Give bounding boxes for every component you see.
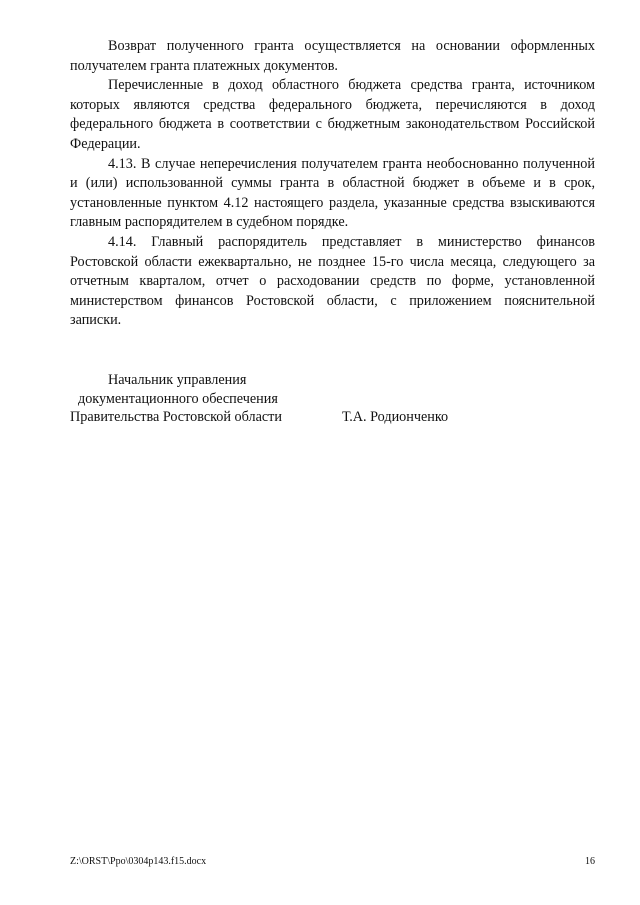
paragraph-grant-return: Возврат полученного гранта осуществляется на основании оформленных получателем гранта платежных документов. xyxy=(70,38,595,74)
paragraph-4-13: 4.13. В случае неперечисления получателем гранта необоснованно полученной и (или) использованной суммы гранта в областной бюджет в объеме и в срок, установленные пунктом 4.12 настоящего раздела, указанные средства взыскиваются главным распорядителем в судебном порядке. xyxy=(70,155,595,231)
signatory-title-line-3-row xyxy=(70,408,595,427)
signatory-title-line-3: Правительства Ростовской области xyxy=(70,409,282,426)
paragraph-federal-transfer: Перечисленные в доход областного бюджета средства гранта, источником которых являются средства федерального бюджета, перечисляются в доход федерального бюджета в соответствии с бюджетным законодательством Российской Федерации. xyxy=(70,77,595,152)
footer-page-number: 16 xyxy=(585,856,595,867)
signatory-name: Т.А. Родионченко xyxy=(342,409,449,426)
signature-block xyxy=(70,371,595,427)
document-body xyxy=(70,37,595,331)
signatory-title-line-1: Начальник управления xyxy=(108,372,247,388)
footer-file-path: Z:\ORST\Ppo\0304p143.f15.docx xyxy=(70,856,207,867)
signatory-title-line-2: документационного обеспечения xyxy=(78,390,278,407)
paragraph-4-14: 4.14. Главный распорядитель представляет в министерство финансов Ростовской области ежеквартально, не позднее 15-го числа месяца, следующего за отчетным кварталом, отчет о расходовании средств по форме, установленной министерством финансов Ростовской области, с приложением пояснительной записки. xyxy=(70,233,595,329)
